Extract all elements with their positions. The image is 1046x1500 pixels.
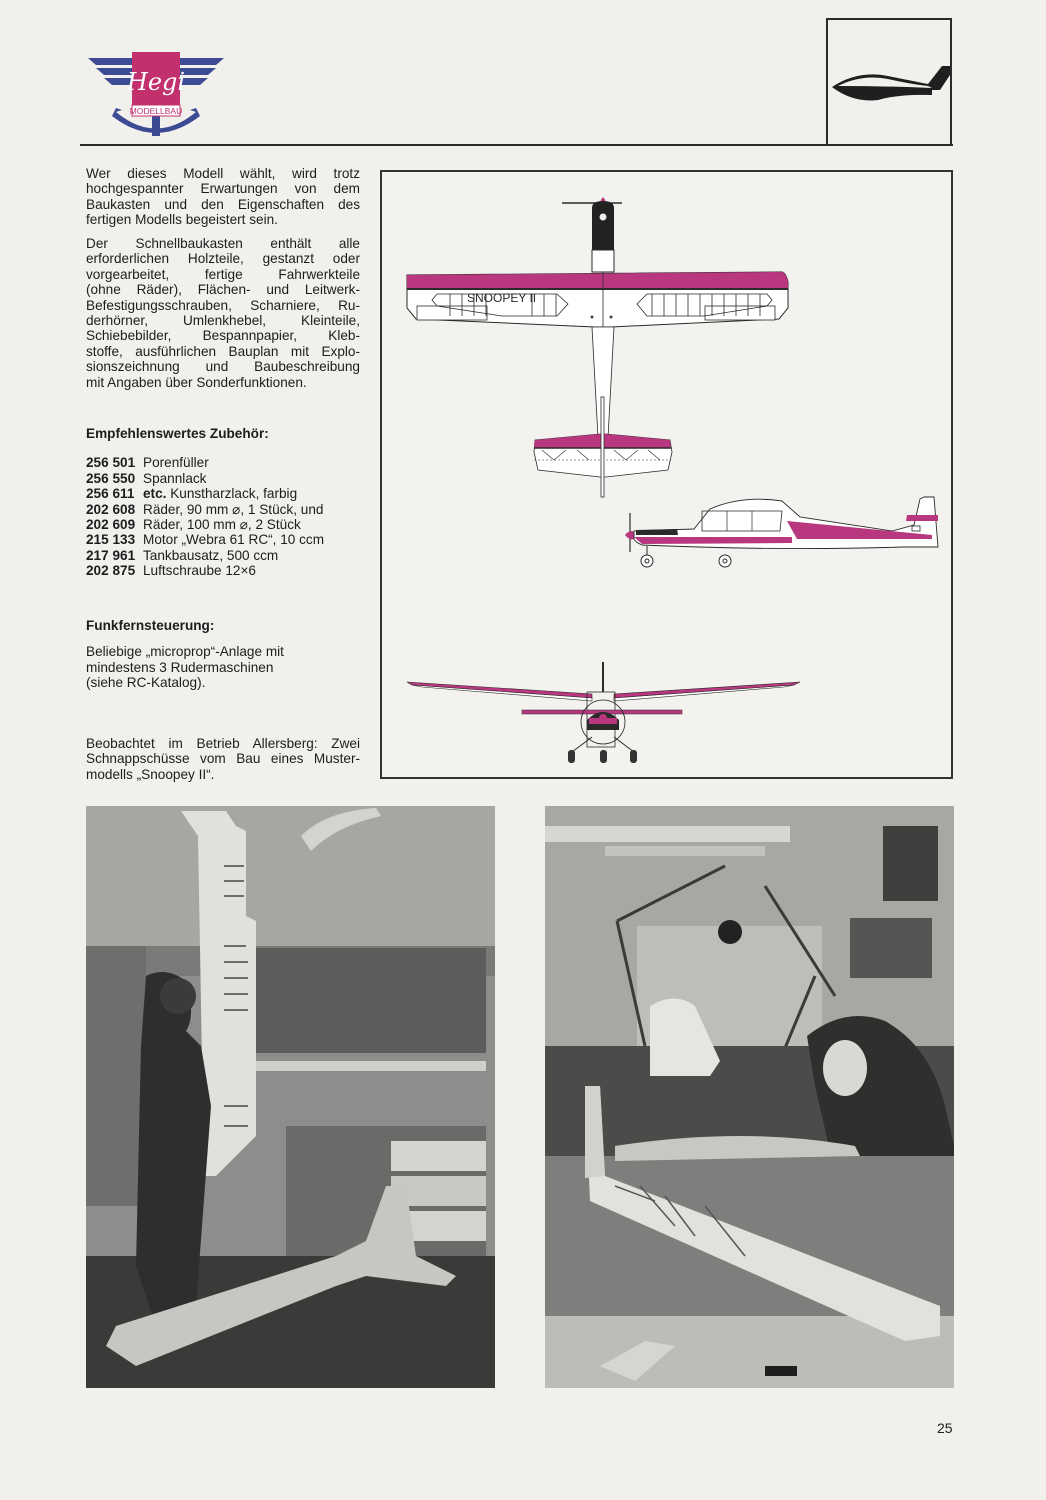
svg-text:MODELLBAU: MODELLBAU — [129, 106, 183, 116]
text-line: sionszeichnung und Baubeschreibung — [86, 359, 360, 375]
article-description: Räder, 100 mm ⌀, 2 Stück — [143, 517, 301, 533]
accessory-item — [86, 548, 360, 563]
article-number: 217 961 — [86, 547, 136, 563]
aircraft-drawing — [382, 172, 951, 777]
article-number: 202 608 — [86, 501, 136, 517]
radio-section — [86, 618, 360, 691]
radio-heading: Funkfernsteuerung: — [86, 618, 215, 633]
article-description: Luftschraube 12×6 — [143, 563, 256, 579]
text-line: mindestens 3 Rudermaschinen — [86, 659, 274, 675]
text-line: Befestigungsschrauben, Scharniere, Ru- — [86, 297, 360, 313]
canopy — [592, 250, 614, 272]
accessories-section — [86, 426, 360, 579]
article-description: Porenfüller — [143, 455, 209, 471]
text-line: stoffe, ausführlichen Bauplan mit Explo- — [86, 343, 360, 359]
text-line: (siehe RC-Katalog). — [86, 675, 206, 691]
radio-text — [86, 644, 360, 690]
page-number: 25 — [937, 1420, 953, 1436]
wheel-front — [641, 555, 653, 567]
intro-paragraph-1 — [86, 166, 360, 228]
text-line: Baukasten und den Eigenschaften des — [86, 196, 360, 212]
article-description: Räder, 90 mm ⌀, 1 Stück, und — [143, 501, 324, 517]
accessories-list — [86, 455, 360, 578]
text-line: derhörner, Umlenkhebel, Kleinteile, — [86, 313, 360, 329]
article-description: Spannlack — [143, 470, 207, 486]
article-prefix: etc. — [143, 486, 171, 502]
accessory-item — [86, 471, 360, 486]
wing-registration-label: SNOOPEY II — [467, 291, 537, 305]
aileron-right — [705, 306, 775, 320]
article-description: Kunstharzlack, farbig — [170, 486, 298, 502]
article-number: 202 609 — [86, 517, 136, 533]
photo-caption — [86, 736, 360, 782]
front-view — [407, 662, 800, 763]
text-line: modells „Snoopey II“. — [86, 766, 215, 782]
text-line: (ohne Räder), Flächen- und Leitwerk- — [86, 282, 360, 298]
accessory-item — [86, 532, 360, 547]
article-number: 215 133 — [86, 532, 136, 548]
article-number: 256 611 — [86, 486, 135, 502]
accessory-item — [86, 455, 360, 470]
hegi-modellbau-logo — [86, 50, 226, 136]
top-view — [407, 198, 788, 498]
accessory-item — [86, 502, 360, 517]
accessory-item — [86, 486, 360, 501]
article-number: 256 501 — [86, 455, 136, 471]
three-view-diagram — [380, 170, 953, 779]
workshop-photo-left — [86, 806, 495, 1388]
svg-text:Hegi: Hegi — [126, 68, 186, 96]
text-line: Beliebige „microprop“-Anlage mit — [86, 644, 284, 660]
wing-right — [614, 682, 800, 698]
wing-stripe — [407, 272, 788, 290]
header-rule — [80, 144, 953, 146]
wheel-main — [719, 555, 731, 567]
text-line: erforderlichen Holzteile, gestanzt oder — [86, 251, 360, 267]
article-number: 256 550 — [86, 470, 136, 486]
text-line: hochgespannter Erwartungen von dem — [86, 181, 360, 197]
text-line: fertigen Modells begeistert sein. — [86, 212, 278, 228]
text-line: Schnappschüsse vom Bau eines Muster- — [86, 751, 360, 767]
side-view — [625, 497, 938, 567]
text-line: Beobachtet im Betrieb Allersberg: Zwei — [86, 736, 360, 751]
article-description: Tankbausatz, 500 ccm — [143, 547, 279, 563]
accessory-item — [86, 517, 360, 532]
workshop-photo-right — [545, 806, 954, 1388]
article-number: 202 875 — [86, 563, 136, 579]
cowling — [592, 201, 614, 252]
intro-paragraph-2 — [86, 236, 360, 390]
article-description: Motor „Webra 61 RC“, 10 ccm — [143, 532, 325, 548]
glider-silhouette-icon — [828, 20, 950, 144]
accessory-item — [86, 563, 360, 578]
category-icon-box — [826, 18, 952, 144]
text-line: Schiebebilder, Bespannpapier, Kleb- — [86, 328, 360, 344]
wing-left — [407, 682, 592, 698]
text-line: Wer dieses Modell wählt, wird trotz — [86, 166, 360, 181]
winged-anchor-logo-icon — [86, 50, 226, 136]
rudder — [601, 397, 604, 497]
text-line: vorgearbeitet, fertige Fahrwerkteile — [86, 266, 360, 282]
text-line: mit Angaben über Sonderfunktionen. — [86, 374, 307, 390]
text-line: Der Schnellbaukasten enthält alle — [86, 236, 360, 251]
accessories-heading: Empfehlenswertes Zubehör: — [86, 426, 269, 441]
